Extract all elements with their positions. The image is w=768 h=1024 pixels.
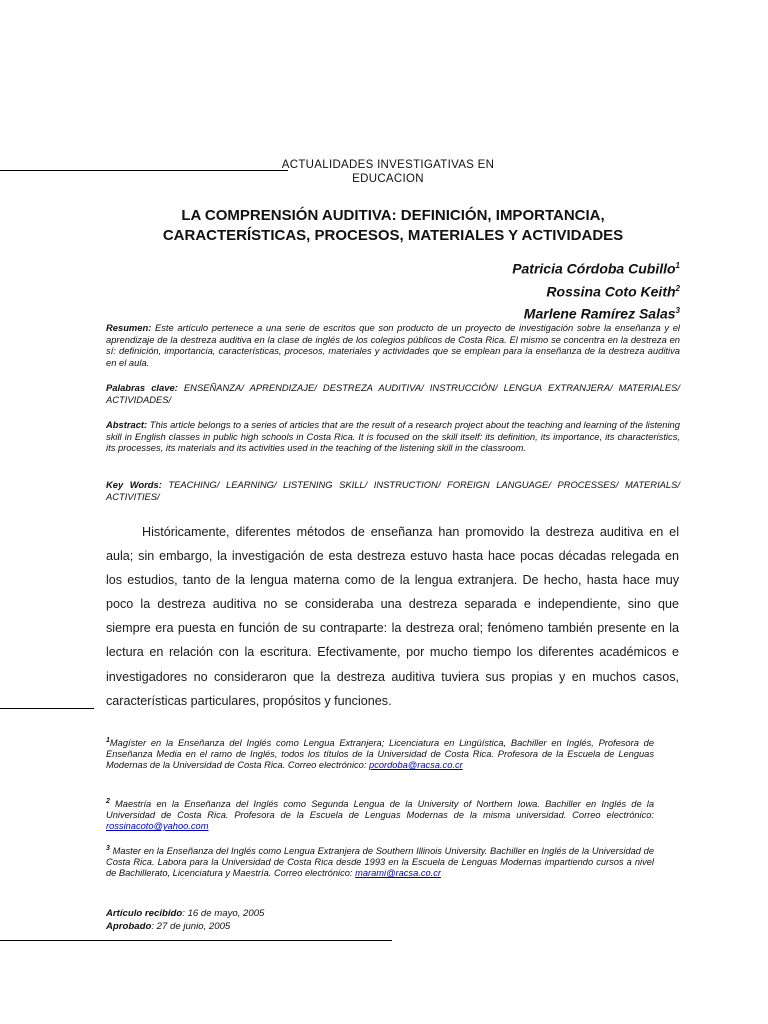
footnote-1-mark: 1 [106,737,110,744]
footnote-1-text: Magíster en la Enseñanza del Inglés como Lengua Extranjera; Licenciatura en Lingüística, Bachiller en Inglés, Profesora de Enseñanza Media en el ramo de Inglés, todos los títulos de la Universidad de Costa Rica. Profesora de la Escuela de Lenguas Modernas de la Universidad de Costa Rica. Correo electrónico: [106,738,654,771]
footnote-2 [106,796,654,832]
footnote-3-text: Master en la Enseñanza del Inglés como Lengua Extranjera de Southern Illinois University. Bachiller en Inglés de la Universidad de Costa Rica. Labora para la Universidad de Costa Rica desde 1993 en la Escuela de Lenguas Modernas impartiendo cursos a nivel de Bachillerato, Licenciatura y Maestría. Correo electrónico: [106,846,654,879]
palabras-clave-label: Palabras clave: [106,382,178,393]
footnote-2-email-link[interactable]: rossinacoto@yahoo.com [106,821,209,832]
keywords-label: Key Words: [106,479,162,490]
received-value: : 16 de mayo, 2005 [182,908,265,919]
resumen-block [106,322,680,368]
footnote-rule [0,708,94,709]
abstract-text: This article belongs to a series of articles that are the result of a research project about the teaching and learning of the listening skill in English classes in public high schools in Costa Rica. It is focused on the skill itself: its definition, its importance, its characteristics, its processes, its materials and its activities used in the teaching of the listening skill in the classroom. [106,419,680,453]
author-3-mark: 3 [675,306,680,316]
journal-header-line1: ACTUALIDADES INVESTIGATIVAS EN [281,159,495,171]
title-line1: LA COMPRENSIÓN AUDITIVA: DEFINICIÓN, IMPORTANCIA, [181,207,605,224]
resumen-label: Resumen: [106,322,152,333]
article-dates [106,907,264,933]
body-paragraph [106,520,679,713]
footnote-1-email-link[interactable]: pcordoba@racsa.co.cr [369,760,463,771]
footnote-3 [106,843,654,879]
footnote-2-mark: 2 [106,798,110,805]
footnote-3-email-link[interactable]: marami@racsa.co.cr [355,868,441,879]
footnote-3-mark: 3 [106,845,110,852]
palabras-clave-text: ENSEÑANZA/ APRENDIZAJE/ DESTREZA AUDITIVA/ INSTRUCCIÓN/ LENGUA EXTRANJERA/ MATERIALES/ ACTIVIDADES/ [106,382,680,405]
article-title [0,206,768,246]
palabras-clave-block [106,382,680,405]
bottom-rule [0,940,392,941]
footnote-1 [106,735,654,771]
received-label: Artículo recibido [106,908,183,919]
approved-date [106,920,264,933]
keywords-block [106,479,680,502]
author-1: Patricia Córdoba Cubillo$^1$ [512,260,680,277]
received-date [106,907,264,920]
journal-header-line2: EDUCACION [352,173,424,185]
abstract-block [106,419,680,454]
journal-header [0,158,768,186]
approved-label: Aprobado [106,921,152,932]
title-line2: CARACTERÍSTICAS, PROCESOS, MATERIALES Y ACTIVIDADES [162,227,624,244]
author-3: Marlene Ramírez Salas$^3$ [523,305,680,322]
abstract-label: Abstract: [106,419,148,430]
author-2: Rossina Coto Keith$^2$ [546,283,680,300]
body-paragraph-text: Históricamente, diferentes métodos de enseñanza han promovido la destreza auditiva en el aula; sin embargo, la investigación de esta destreza estuvo hasta hace pocas décadas relegada en los estudios, tanto de la lengua materna como de la lengua extranjera. De hecho, hasta hace muy poco la destreza auditiva no se consideraba una destreza separada e independiente, sino que siempre era puesta en función de su contraparte: la destreza oral; fenómeno también presente en la lectura en relación con la escritura. Efectivamente, por mucho tiempo los diferentes académicos e investigadores no consideraron que la destreza auditiva tuviera sus propias y en muchos casos, características particulares, propósitos y funciones. [106,525,679,708]
keywords-text: TEACHING/ LEARNING/ LISTENING SKILL/ INSTRUCTION/ FOREIGN LANGUAGE/ PROCESSES/ MATERIALS/ ACTIVITIES/ [106,479,680,502]
resumen-text: Este artículo pertenece a una serie de escritos que son producto de un proyecto de investigación sobre la enseñanza y el aprendizaje de la destreza auditiva en la clase de inglés de los colegios públicos de Costa Rica. El mismo se concentra en la destreza en sí: definición, importancia, características, procesos, materiales y actividades que se emplean para la enseñanza de la destreza auditiva en el aula. [106,322,680,368]
footnote-2-text: Maestría en la Enseñanza del Inglés como Segunda Lengua de la University of Northern Iowa. Bachiller en Inglés de la Universidad de Costa Rica. Profesora de la Escuela de Lenguas Modernas de la misma universidad. Correo electrónico: [106,799,654,821]
author-2-mark: 2 [675,283,680,293]
approved-value: : 27 de junio, 2005 [151,921,231,932]
author-list [512,256,680,324]
author-1-mark: 1 [675,261,680,270]
